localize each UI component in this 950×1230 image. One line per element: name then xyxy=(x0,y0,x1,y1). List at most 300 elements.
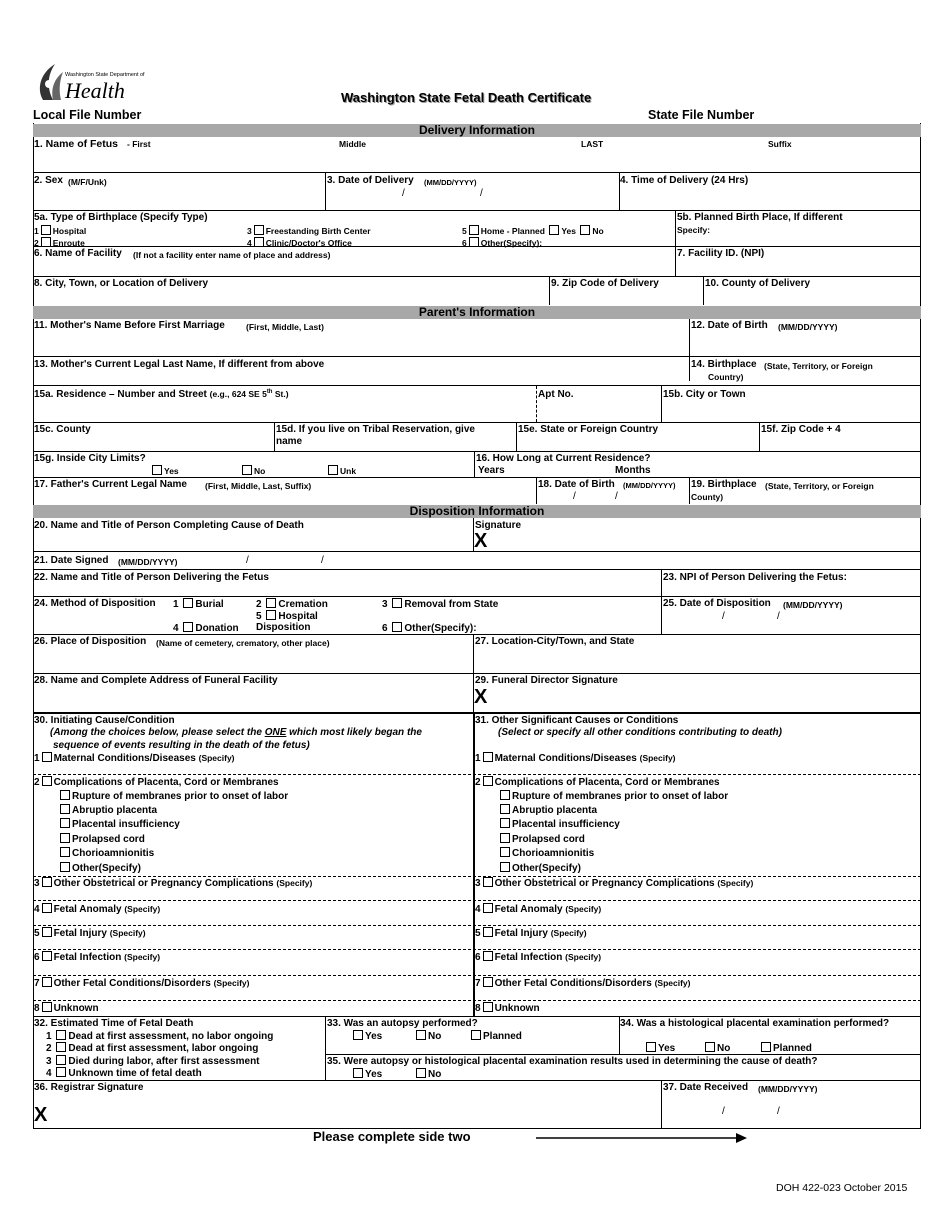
checkbox[interactable] xyxy=(392,622,402,632)
field-18-hint: (MM/DD/YYYY) xyxy=(623,481,676,490)
field-15f-label: 15f. Zip Code + 4 xyxy=(761,424,841,435)
specify-hint: (Specify) xyxy=(639,753,676,763)
page-title: Washington State Fetal Death Certificate xyxy=(341,90,592,105)
field-30-instructions xyxy=(50,727,422,738)
cause-other-fetal[interactable] xyxy=(475,977,691,989)
cause-number: 5 xyxy=(34,928,40,939)
specify-hint: (Specify) xyxy=(565,952,602,962)
cause-number: 4 xyxy=(475,904,481,915)
hint-main: (e.g., 624 SE 5 xyxy=(209,389,267,399)
field-14-hint: (State, Territory, or Foreign xyxy=(764,361,873,371)
cause-label: Other Obstetrical or Pregnancy Complications xyxy=(494,878,715,889)
sub-label: Rupture of membranes prior to onset of labor xyxy=(512,791,729,802)
option-label: Hospital xyxy=(278,611,318,622)
field-20-label: 20. Name and Title of Person Completing Cause of Death xyxy=(34,520,304,531)
agency-name: Washington State Department of xyxy=(65,72,145,78)
option-freestanding[interactable] xyxy=(247,225,371,236)
field-15e-label: 15e. State or Foreign Country xyxy=(518,424,659,435)
field-7-label: 7. Facility ID. (NPI) xyxy=(677,248,765,259)
specify-hint: (Specify) xyxy=(654,978,691,988)
unk-label: Unk xyxy=(340,466,357,476)
option-label: Other(Specify): xyxy=(480,238,543,248)
checkbox[interactable] xyxy=(353,1030,363,1040)
cause-number: 5 xyxy=(475,928,481,939)
field-25-hint: (MM/DD/YYYY) xyxy=(783,600,843,610)
field-6-label: 6. Name of Facility xyxy=(34,248,122,259)
checkbox[interactable] xyxy=(41,225,51,235)
specify-hint: (Specify) xyxy=(276,878,313,888)
option-donation[interactable] xyxy=(173,622,239,634)
option-label: Other(Specify): xyxy=(404,623,477,634)
cause-obstetrical[interactable] xyxy=(475,877,753,889)
field-19-label: 19. Birthplace xyxy=(691,479,757,490)
sub-label: Prolapsed cord xyxy=(512,834,585,845)
section-disposition: Disposition Information xyxy=(33,505,921,518)
cause-label: Other Obstetrical or Pregnancy Complications xyxy=(53,878,274,889)
checkbox[interactable] xyxy=(254,225,264,235)
option-other[interactable] xyxy=(382,622,477,634)
field-14-label: 14. Birthplace xyxy=(691,359,757,370)
option-number: 4 xyxy=(173,623,179,634)
option-number: 4 xyxy=(46,1068,52,1079)
field-23-label: 23. NPI of Person Delivering the Fetus: xyxy=(663,572,847,583)
option-cremation[interactable] xyxy=(256,598,328,610)
option-burial[interactable] xyxy=(173,598,224,610)
checkbox[interactable] xyxy=(483,951,493,961)
field-17-hint: (First, Middle, Last, Suffix) xyxy=(205,481,312,491)
sub-label: Chorioamnionitis xyxy=(512,848,595,859)
checkbox[interactable] xyxy=(500,833,510,843)
option-number: 2 xyxy=(34,238,39,248)
cause-anomaly[interactable] xyxy=(475,903,601,915)
hospital-disposition-line2: Disposition xyxy=(256,622,311,633)
sub-label: Placental insufficiency xyxy=(72,819,180,830)
field-1-first: - First xyxy=(127,139,151,149)
cause-number: 7 xyxy=(475,978,481,989)
option-number: 4 xyxy=(247,238,252,248)
checkbox[interactable] xyxy=(469,225,479,235)
sub-prolapsed[interactable] xyxy=(498,833,585,845)
years-label: Years xyxy=(478,465,505,476)
option-label: Enroute xyxy=(52,238,85,248)
specify-hint: (Specify) xyxy=(565,904,602,914)
apt-label: Apt No. xyxy=(538,389,574,400)
cause-label: Fetal Infection xyxy=(494,952,563,963)
option-label: Hospital xyxy=(52,226,87,236)
field-15d-label2: name xyxy=(276,436,303,447)
cause-number: 8 xyxy=(34,1003,40,1014)
field-37-hint: (MM/DD/YYYY) xyxy=(758,1084,818,1094)
option-label: Cremation xyxy=(278,599,328,610)
field-16-label: 16. How Long at Current Residence? xyxy=(476,453,651,464)
cause-injury[interactable] xyxy=(475,927,587,939)
cause-number: 1 xyxy=(34,753,40,764)
option-label: Burial xyxy=(195,599,224,610)
option-unknown-time[interactable] xyxy=(46,1067,202,1079)
checkbox[interactable] xyxy=(183,622,193,632)
field-3-label: 3. Date of Delivery xyxy=(327,175,414,186)
sub-abruptio[interactable] xyxy=(498,804,597,816)
checkbox[interactable] xyxy=(60,818,70,828)
cause-number: 2 xyxy=(475,777,481,788)
option-label: Dead at first assessment, labor ongoing xyxy=(68,1043,259,1054)
signature-x: X xyxy=(34,1104,48,1126)
sub-rupture[interactable] xyxy=(498,790,728,802)
option-number: 3 xyxy=(46,1056,52,1067)
option-yes[interactable] xyxy=(351,1030,382,1042)
field-2-hint: (M/F/Unk) xyxy=(68,177,107,187)
specify-hint: (Specify) xyxy=(124,952,161,962)
sub-other[interactable] xyxy=(498,862,581,874)
no-label: No xyxy=(254,466,266,476)
cause-number: 3 xyxy=(475,878,481,889)
no-label: No xyxy=(717,1043,731,1054)
option-label: Home - Planned xyxy=(480,226,545,236)
signature-x: X xyxy=(474,686,488,708)
field-1-label: 1. Name of Fetus xyxy=(34,138,119,150)
specify-hint: (Specify) xyxy=(198,753,235,763)
checkbox[interactable] xyxy=(266,610,276,620)
cause-label: Maternal Conditions/Diseases xyxy=(494,753,637,764)
checkbox[interactable] xyxy=(761,1042,771,1052)
field-32-label: 32. Estimated Time of Fetal Death xyxy=(34,1018,194,1029)
no-label: No xyxy=(592,226,604,236)
specify-hint: (Specify) xyxy=(109,928,146,938)
field-13-label: 13. Mother's Current Legal Last Name, If different from above xyxy=(34,359,325,370)
checkbox[interactable] xyxy=(60,790,70,800)
checkbox[interactable] xyxy=(42,776,52,786)
option-removal[interactable] xyxy=(382,598,498,610)
cause-label: Unknown xyxy=(494,1003,540,1014)
checkbox[interactable] xyxy=(392,598,402,608)
checkbox[interactable] xyxy=(56,1030,66,1040)
field-30-label: 30. Initiating Cause/Condition xyxy=(34,715,175,726)
option-planned[interactable] xyxy=(469,1030,522,1042)
option-number: 2 xyxy=(256,599,262,610)
specify-hint: (Specify) xyxy=(550,928,587,938)
option-hospital[interactable] xyxy=(34,225,86,236)
option-no[interactable] xyxy=(240,465,265,476)
hint-sup: th xyxy=(266,389,273,396)
cause-other-fetal[interactable] xyxy=(34,977,250,989)
specify-hint: (Specify) xyxy=(717,878,754,888)
checkbox[interactable] xyxy=(56,1067,66,1077)
option-unk[interactable] xyxy=(326,465,356,476)
option-number: 6 xyxy=(382,623,388,634)
checkbox[interactable] xyxy=(266,598,276,608)
checkbox[interactable] xyxy=(500,847,510,857)
sub-label: Prolapsed cord xyxy=(72,834,145,845)
cause-number: 8 xyxy=(475,1003,481,1014)
option-died-during-labor[interactable] xyxy=(46,1055,260,1067)
option-label: Died during labor, after first assessment xyxy=(68,1056,260,1067)
cause-number: 4 xyxy=(34,904,40,915)
cause-anomaly[interactable] xyxy=(34,903,160,915)
checkbox[interactable] xyxy=(483,752,493,762)
date-sep: / xyxy=(480,188,483,199)
sub-label: Rupture of membranes prior to onset of labor xyxy=(72,791,289,802)
arrow-right-icon xyxy=(536,1132,748,1144)
checkbox[interactable] xyxy=(500,790,510,800)
field-1-last: LAST xyxy=(581,139,604,149)
field-19-hint2: County) xyxy=(691,492,724,502)
cause-unknown[interactable] xyxy=(475,1002,540,1014)
checkbox-no[interactable] xyxy=(580,225,590,235)
cause-placenta[interactable] xyxy=(34,776,279,788)
checkbox[interactable] xyxy=(483,1002,493,1012)
option-no[interactable] xyxy=(703,1042,730,1054)
field-1-suffix: Suffix xyxy=(768,139,792,149)
field-29-label: 29. Funeral Director Signature xyxy=(475,675,618,686)
date-sep: / xyxy=(777,611,780,622)
option-label: Removal from State xyxy=(404,599,499,610)
option-number: 6 xyxy=(462,238,467,248)
field-9-label: 9. Zip Code of Delivery xyxy=(551,278,659,289)
sub-prolapsed[interactable] xyxy=(58,833,145,845)
field-26-hint: (Name of cemetery, crematory, other place) xyxy=(156,638,330,648)
sub-label: Abruptio placenta xyxy=(512,805,598,816)
checkbox[interactable] xyxy=(60,847,70,857)
form-id: DOH 422-023 October 2015 xyxy=(776,1182,908,1194)
field-26-label: 26. Place of Disposition xyxy=(34,636,147,647)
sub-label: Chorioamnionitis xyxy=(72,848,155,859)
doh-logo xyxy=(33,60,145,104)
cause-infection[interactable] xyxy=(475,951,601,963)
option-number: 3 xyxy=(382,599,388,610)
checkbox[interactable] xyxy=(60,833,70,843)
sub-insufficiency[interactable] xyxy=(498,818,620,830)
checkbox[interactable] xyxy=(483,776,493,786)
sub-label: Abruptio placenta xyxy=(72,805,158,816)
option-no[interactable] xyxy=(414,1030,441,1042)
cause-maternal[interactable] xyxy=(34,752,235,764)
cause-number: 7 xyxy=(34,978,40,989)
option-dead-labor[interactable] xyxy=(46,1042,258,1054)
option-yes[interactable] xyxy=(150,465,179,476)
checkbox[interactable] xyxy=(483,903,493,913)
cause-label: Fetal Anomaly xyxy=(53,904,122,915)
field-15b-label: 15b. City or Town xyxy=(663,389,746,400)
checkbox[interactable] xyxy=(328,465,338,475)
option-yes[interactable] xyxy=(644,1042,675,1054)
field-12-label: 12. Date of Birth xyxy=(691,320,768,331)
sub-chorio[interactable] xyxy=(58,847,154,859)
date-sep: / xyxy=(321,555,324,566)
field-19-hint: (State, Territory, or Foreign xyxy=(765,481,874,491)
sub-insufficiency[interactable] xyxy=(58,818,180,830)
field-24-label: 24. Method of Disposition xyxy=(34,598,156,609)
field-11-label: 11. Mother's Name Before First Marriage xyxy=(34,320,225,331)
checkbox[interactable] xyxy=(471,1030,481,1040)
checkbox[interactable] xyxy=(416,1068,426,1078)
sub-abruptio[interactable] xyxy=(58,804,157,816)
field-36-label: 36. Registrar Signature xyxy=(34,1082,144,1093)
checkbox[interactable] xyxy=(60,804,70,814)
cause-label: Fetal Injury xyxy=(494,928,548,939)
checkbox[interactable] xyxy=(483,977,493,987)
checkbox[interactable] xyxy=(705,1042,715,1052)
side-two-note: Please complete side two xyxy=(313,1129,471,1144)
option-label: Dead at first assessment, no labor ongoing xyxy=(68,1031,274,1042)
checkbox[interactable] xyxy=(60,862,70,872)
field-11-hint: (First, Middle, Last) xyxy=(246,322,324,332)
yes-label: Yes xyxy=(164,466,179,476)
option-label: Unknown time of fetal death xyxy=(68,1068,202,1079)
checkbox[interactable] xyxy=(56,1055,66,1065)
cause-injury[interactable] xyxy=(34,927,146,939)
logo-word: Health xyxy=(65,78,125,103)
yes-label: Yes xyxy=(365,1031,383,1042)
field-8-label: 8. City, Town, or Location of Delivery xyxy=(34,278,209,289)
field-4-label: 4. Time of Delivery (24 Hrs) xyxy=(620,175,749,186)
cause-placenta[interactable] xyxy=(475,776,720,788)
cause-label: Complications of Placenta, Cord or Membranes xyxy=(53,777,279,788)
option-number: 5 xyxy=(462,226,467,236)
option-label: Freestanding Birth Center xyxy=(265,226,371,236)
yes-label: Yes xyxy=(365,1069,383,1080)
cause-label: Maternal Conditions/Diseases xyxy=(53,753,196,764)
checkbox[interactable] xyxy=(242,465,252,475)
doh-logo-icon xyxy=(33,60,67,102)
hint-end: St.) xyxy=(272,389,289,399)
cause-number: 1 xyxy=(475,753,481,764)
checkbox[interactable] xyxy=(183,598,193,608)
field-37-label: 37. Date Received xyxy=(663,1082,749,1093)
no-label: No xyxy=(428,1069,442,1080)
field-28-label: 28. Name and Complete Address of Funeral Facility xyxy=(34,675,278,686)
field-14-hint2: Country) xyxy=(708,372,744,382)
field-5b-specify: Specify: xyxy=(677,225,711,235)
yes-label: Yes xyxy=(658,1043,676,1054)
checkbox[interactable] xyxy=(42,877,52,887)
sub-label: Other(Specify) xyxy=(512,863,581,874)
field-1-middle: Middle xyxy=(339,139,366,149)
checkbox[interactable] xyxy=(500,862,510,872)
planned-label: Planned xyxy=(483,1031,522,1042)
field-25-label: 25. Date of Disposition xyxy=(663,598,771,609)
cause-number: 2 xyxy=(34,777,40,788)
months-label: Months xyxy=(615,465,651,476)
sub-label: Placental insufficiency xyxy=(512,819,620,830)
sub-other[interactable] xyxy=(58,862,141,874)
checkbox[interactable] xyxy=(353,1068,363,1078)
signature-label: Signature xyxy=(475,520,522,531)
cause-number: 6 xyxy=(475,952,481,963)
field-31-label: 31. Other Significant Causes or Conditions xyxy=(475,715,679,726)
checkbox[interactable] xyxy=(500,818,510,828)
cause-label: Fetal Anomaly xyxy=(494,904,563,915)
field-35-label: 35. Were autopsy or histological placental examination results used in determining the cause of death? xyxy=(327,1056,818,1067)
option-dead-no-labor[interactable] xyxy=(46,1030,273,1042)
option-planned[interactable] xyxy=(759,1042,812,1054)
signature-x: X xyxy=(474,530,488,552)
option-number: 1 xyxy=(34,226,39,236)
checkbox[interactable] xyxy=(42,752,52,762)
field-10-label: 10. County of Delivery xyxy=(705,278,811,289)
cause-label: Fetal Injury xyxy=(53,928,107,939)
field-15a-label xyxy=(34,389,289,400)
cause-infection[interactable] xyxy=(34,951,160,963)
option-home-planned[interactable] xyxy=(462,225,604,236)
field-30-instructions-2: sequence of events resulting in the death of the fetus) xyxy=(53,740,310,751)
field-6-hint: (If not a facility enter name of place and address) xyxy=(133,250,331,260)
label-text: 15a. Residence – Number and Street xyxy=(34,389,207,400)
local-file-number: Local File Number xyxy=(33,108,142,122)
option-number: 2 xyxy=(46,1043,52,1054)
cause-number: 6 xyxy=(34,952,40,963)
field-17-label: 17. Father's Current Legal Name xyxy=(34,479,187,490)
checkbox[interactable] xyxy=(416,1030,426,1040)
state-file-number: State File Number xyxy=(648,108,755,122)
checkbox[interactable] xyxy=(42,903,52,913)
checkbox[interactable] xyxy=(483,877,493,887)
specify-hint: (Specify) xyxy=(213,978,250,988)
field-21-hint: (MM/DD/YYYY) xyxy=(118,557,178,567)
field-15g-label: 15g. Inside City Limits? xyxy=(34,453,146,464)
option-number: 1 xyxy=(173,599,179,610)
no-label: No xyxy=(428,1031,442,1042)
inst-emphasis: ONE xyxy=(264,727,287,738)
option-yes[interactable] xyxy=(351,1068,382,1080)
field-5a-label: 5a. Type of Birthplace (Specify Type) xyxy=(34,212,208,223)
field-15c-label: 15c. County xyxy=(34,424,91,435)
cause-maternal[interactable] xyxy=(475,752,676,764)
field-5b-label: 5b. Planned Birth Place, If different xyxy=(677,212,843,223)
sub-rupture[interactable] xyxy=(58,790,288,802)
cause-label: Other Fetal Conditions/Disorders xyxy=(53,978,211,989)
cause-number: 3 xyxy=(34,878,40,889)
sub-chorio[interactable] xyxy=(498,847,594,859)
checkbox[interactable] xyxy=(42,977,52,987)
yes-label: Yes xyxy=(561,226,576,236)
section-delivery: Delivery Information xyxy=(33,124,921,137)
cause-obstetrical[interactable] xyxy=(34,877,312,889)
checkbox[interactable] xyxy=(56,1042,66,1052)
option-no[interactable] xyxy=(414,1068,441,1080)
checkbox[interactable] xyxy=(42,1002,52,1012)
field-18-label: 18. Date of Birth xyxy=(538,479,615,490)
field-33-label: 33. Was an autopsy performed? xyxy=(327,1018,478,1029)
field-27-label: 27. Location-City/Town, and State xyxy=(475,636,635,647)
checkbox[interactable] xyxy=(42,951,52,961)
sub-label: Other(Specify) xyxy=(72,863,141,874)
checkbox[interactable] xyxy=(500,804,510,814)
hint-text xyxy=(210,389,289,399)
field-34-label: 34. Was a histological placental examination performed? xyxy=(620,1018,890,1029)
planned-label: Planned xyxy=(773,1043,812,1054)
date-sep: / xyxy=(615,491,618,502)
option-label: Clinic/Doctor's Office xyxy=(265,238,352,248)
option-hospital-disposition[interactable] xyxy=(256,610,318,622)
field-3-hint: (MM/DD/YYYY) xyxy=(424,178,477,187)
cause-label: Complications of Placenta, Cord or Membranes xyxy=(494,777,720,788)
checkbox[interactable] xyxy=(646,1042,656,1052)
checkbox[interactable] xyxy=(152,465,162,475)
checkbox-yes[interactable] xyxy=(549,225,559,235)
checkbox[interactable] xyxy=(42,927,52,937)
field-2-label: 2. Sex xyxy=(34,175,63,186)
field-21-label: 21. Date Signed xyxy=(34,555,109,566)
cause-unknown[interactable] xyxy=(34,1002,99,1014)
date-sep: / xyxy=(777,1106,780,1117)
field-12-hint: (MM/DD/YYYY) xyxy=(778,322,838,332)
date-sep: / xyxy=(722,611,725,622)
specify-hint: (Specify) xyxy=(124,904,161,914)
checkbox[interactable] xyxy=(483,927,493,937)
field-22-label: 22. Name and Title of Person Delivering the Fetus xyxy=(34,572,269,583)
cause-label: Other Fetal Conditions/Disorders xyxy=(494,978,652,989)
section-parents: Parent's Information xyxy=(33,306,921,319)
